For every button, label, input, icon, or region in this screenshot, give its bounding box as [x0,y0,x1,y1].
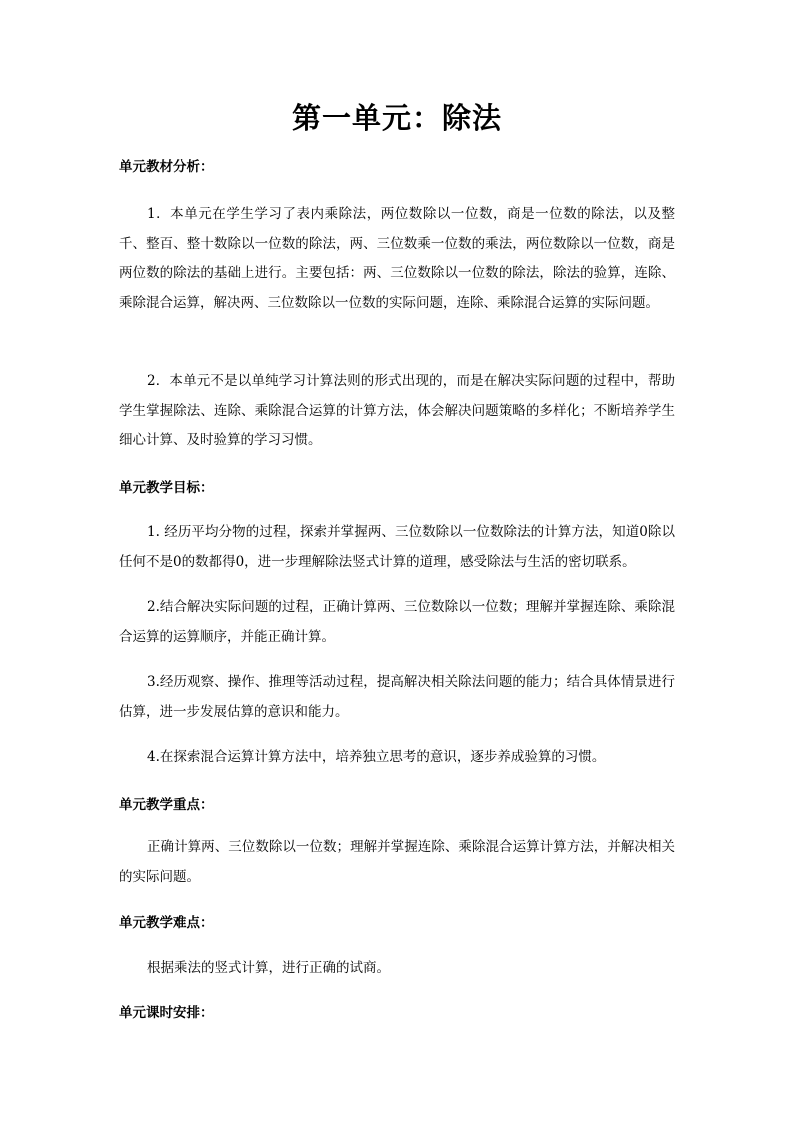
paragraph-material-analysis-1: 1．本单元在学生学习了表内乘除法，两位数除以一位数，商是一位数的除法，以及整千、整百、整十数除以一位数的除法，两、三位数乘一位数的乘法，两位数除以一位数，商是两位数的除法的基础上进行。主要包括：两、三位数除以一位数的除法，除法的验算，连除、乘除混合运算，解决两、三位数除以一位数的实际问题，连除、乘除混合运算的实际问题。 [119,206,675,311]
section-heading-schedule: 单元课时安排： [119,1005,214,1021]
section-heading-key-points: 单元教学重点： [119,797,214,813]
section-heading-material-analysis: 单元教材分析： [119,159,214,175]
paragraph-difficulties-1: 根据乘法的竖式计算，进行正确的试商。 [147,960,390,976]
section-heading-teaching-goals: 单元教学目标： [119,480,214,496]
paragraph-key-points-1: 正确计算两、三位数除以一位数；理解并掌握连除、乘除混合运算计算方法，并解决相关的实际问题。 [119,839,675,885]
page-title: 第一单元：除法 [291,101,502,135]
paragraph-teaching-goals-3: 3.经历观察、操作、推理等活动过程，提高解决相关除法问题的能力；结合具体情景进行估算，进一步发展估算的意识和能力。 [119,674,675,720]
paragraph-teaching-goals-2: 2.结合解决实际问题的过程，正确计算两、三位数除以一位数；理解并掌握连除、乘除混合运算的运算顺序，并能正确计算。 [119,599,675,645]
paragraph-material-analysis-2: 2．本单元不是以单纯学习计算法则的形式出现的，而是在解决实际问题的过程中，帮助学生掌握除法、连除、乘除混合运算的计算方法，体会解决问题策略的多样化；不断培养学生细心计算、及时验算的学习习惯。 [119,373,675,448]
section-heading-difficulties: 单元教学难点： [119,915,214,931]
paragraph-teaching-goals-4: 4.在探索混合运算计算方法中，培养独立思考的意识，逐步养成验算的习惯。 [147,749,606,765]
paragraph-teaching-goals-1: 1. 经历平均分物的过程，探索并掌握两、三位数除以一位数除法的计算方法，知道0除以任何不是0的数都得0，进一步理解除法竖式计算的道理，感受除法与生活的密切联系。 [119,524,675,570]
